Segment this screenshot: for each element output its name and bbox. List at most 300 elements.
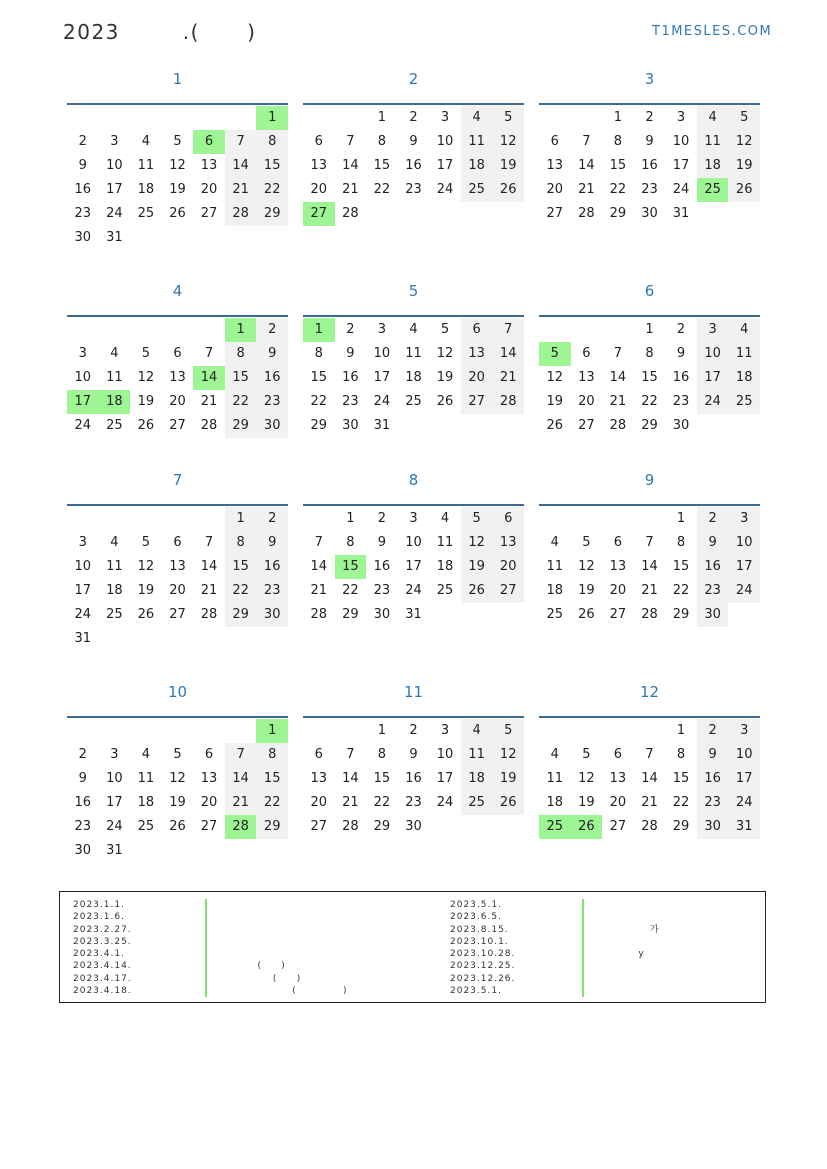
holiday-name: y <box>592 949 645 960</box>
holiday-day-cell: 6 <box>193 130 225 154</box>
day-cell: 2 <box>346 322 355 337</box>
holiday-row <box>450 960 750 972</box>
day-cell: 21 <box>641 795 658 810</box>
holiday-day-cell: 5 <box>539 342 571 366</box>
day-cell: 19 <box>546 394 564 409</box>
day-cell: 2 <box>697 507 729 531</box>
holiday-day-cell: 18 <box>99 390 131 414</box>
day-cell: 3 <box>78 346 87 361</box>
day-cell: 20 <box>609 583 627 598</box>
day-cell: 9 <box>697 531 729 555</box>
day-cell: 19 <box>436 370 454 385</box>
day-cell: 12 <box>546 370 564 385</box>
day-cell: 23 <box>74 819 92 834</box>
holiday-date: 2023.10.28. <box>450 949 516 960</box>
day-cell: 25 <box>728 390 760 414</box>
day-cell: 10 <box>697 342 729 366</box>
day-cell: 21 <box>200 583 218 598</box>
day-cell: 13 <box>461 342 493 366</box>
day-cell: 4 <box>550 535 559 550</box>
day-cell: 18 <box>405 370 422 385</box>
day-cell: 31 <box>672 206 690 221</box>
day-cell: 20 <box>169 583 186 598</box>
day-cell: 19 <box>578 795 595 810</box>
day-cell: 22 <box>672 795 690 810</box>
day-cell: 26 <box>137 418 155 433</box>
day-cell: 12 <box>461 531 493 555</box>
day-cell: 11 <box>106 370 123 385</box>
day-cell: 9 <box>78 158 87 173</box>
day-cell: 14 <box>578 158 595 173</box>
day-cell: 23 <box>405 182 422 197</box>
day-cell: 14 <box>641 559 658 574</box>
month-title: 5 <box>408 282 419 300</box>
day-cell: 1 <box>645 322 654 337</box>
day-cell: 5 <box>582 747 591 762</box>
holiday-row <box>450 985 750 997</box>
day-cell: 7 <box>225 130 257 154</box>
day-cell: 9 <box>676 346 686 361</box>
day-cell: 2 <box>78 747 87 762</box>
day-cell: 22 <box>310 394 328 409</box>
day-cell: 24 <box>697 390 729 414</box>
month-title: 12 <box>639 683 660 701</box>
day-cell: 13 <box>609 771 627 786</box>
month-title: 3 <box>644 70 655 88</box>
day-cell: 13 <box>492 531 524 555</box>
day-cell: 17 <box>728 767 760 791</box>
holiday-day-cell: 1 <box>225 318 257 342</box>
holiday-day-cell: 1 <box>256 106 288 130</box>
day-cell: 16 <box>697 555 729 579</box>
day-cell: 11 <box>546 771 564 786</box>
day-cell: 17 <box>697 366 729 390</box>
day-cell: 3 <box>377 322 387 337</box>
day-cell: 17 <box>436 771 454 786</box>
day-cell: 6 <box>173 346 182 361</box>
holiday-date: 2023.3.25. <box>73 936 132 947</box>
day-cell: 9 <box>645 134 654 149</box>
holiday-date: 2023.12.26. <box>450 973 516 984</box>
day-cell: 29 <box>225 603 257 627</box>
holiday-row <box>73 924 443 936</box>
day-cell: 3 <box>697 318 729 342</box>
day-cell: 24 <box>672 182 690 197</box>
day-cell: 30 <box>405 819 422 834</box>
day-cell: 26 <box>169 206 186 221</box>
day-cell: 10 <box>74 559 92 574</box>
day-cell: 15 <box>373 771 391 786</box>
day-cell: 25 <box>405 394 422 409</box>
day-cell: 12 <box>169 158 186 173</box>
day-cell: 4 <box>141 747 151 762</box>
day-cell: 23 <box>405 795 422 810</box>
day-cell: 5 <box>492 106 524 130</box>
day-cell: 27 <box>200 206 218 221</box>
day-cell: 2 <box>256 507 288 531</box>
day-cell: 17 <box>106 795 123 810</box>
day-cell: 21 <box>641 583 658 598</box>
day-cell: 27 <box>578 418 595 433</box>
day-cell: 14 <box>225 767 257 791</box>
day-cell: 18 <box>461 154 493 178</box>
day-cell: 28 <box>310 607 328 622</box>
day-cell: 29 <box>342 607 359 622</box>
day-cell: 9 <box>697 743 729 767</box>
day-cell: 11 <box>137 771 155 786</box>
holiday-day-cell: 28 <box>225 815 257 839</box>
day-cell: 28 <box>200 418 218 433</box>
day-cell: 14 <box>200 559 218 574</box>
day-cell: 28 <box>492 390 524 414</box>
day-cell: 13 <box>310 158 328 173</box>
day-cell: 5 <box>173 134 182 149</box>
day-cell: 23 <box>74 206 92 221</box>
day-cell: 1 <box>225 507 257 531</box>
day-cell: 16 <box>74 182 92 197</box>
day-cell: 2 <box>645 110 654 125</box>
holiday-date: 2023.5.1. <box>450 900 502 910</box>
day-cell: 15 <box>225 366 257 390</box>
day-cell: 21 <box>225 791 257 815</box>
day-cell: 20 <box>200 795 218 810</box>
day-cell: 29 <box>256 815 288 839</box>
day-cell: 28 <box>609 418 627 433</box>
day-cell: 31 <box>405 607 422 622</box>
day-cell: 26 <box>169 819 186 834</box>
day-cell: 7 <box>204 535 214 550</box>
month-header-rule <box>539 103 760 105</box>
day-cell: 29 <box>310 418 328 433</box>
day-cell: 27 <box>609 819 627 834</box>
day-cell: 9 <box>256 531 288 555</box>
day-cell: 28 <box>225 202 257 226</box>
day-cell: 11 <box>461 130 493 154</box>
day-cell: 5 <box>440 322 450 337</box>
day-cell: 13 <box>310 771 328 786</box>
day-cell: 9 <box>377 535 387 550</box>
day-cell: 25 <box>106 418 123 433</box>
day-cell: 22 <box>256 791 288 815</box>
day-cell: 31 <box>74 631 92 646</box>
day-cell: 3 <box>110 747 119 762</box>
day-cell: 21 <box>492 366 524 390</box>
holiday-day-cell: 25 <box>539 815 571 839</box>
day-cell: 9 <box>346 346 355 361</box>
holiday-row <box>450 924 750 936</box>
day-cell: 24 <box>106 206 123 221</box>
day-cell: 12 <box>169 771 186 786</box>
day-cell: 14 <box>225 154 257 178</box>
holiday-row <box>73 960 443 972</box>
month-title: 1 <box>172 70 183 88</box>
day-cell: 23 <box>697 579 729 603</box>
day-cell: 7 <box>645 747 654 762</box>
day-cell: 15 <box>225 555 257 579</box>
day-cell: 7 <box>346 747 355 762</box>
day-cell: 17 <box>373 370 391 385</box>
day-cell: 19 <box>137 394 155 409</box>
day-cell: 31 <box>373 418 391 433</box>
day-cell: 1 <box>377 723 387 738</box>
day-cell: 24 <box>436 182 454 197</box>
day-cell: 15 <box>609 158 627 173</box>
day-cell: 8 <box>676 747 686 762</box>
day-cell: 7 <box>582 134 591 149</box>
day-cell: 22 <box>373 182 391 197</box>
month-title: 10 <box>167 683 188 701</box>
day-cell: 20 <box>578 394 595 409</box>
day-cell: 9 <box>409 134 418 149</box>
site-brand-logo[interactable]: T1MESLES.COM <box>652 24 773 39</box>
day-cell: 8 <box>346 535 355 550</box>
day-cell: 22 <box>225 579 257 603</box>
day-cell: 14 <box>641 771 658 786</box>
month-header-rule <box>539 315 760 317</box>
day-cell: 17 <box>728 555 760 579</box>
day-cell: 21 <box>578 182 595 197</box>
day-cell: 8 <box>314 346 323 361</box>
day-cell: 24 <box>436 795 454 810</box>
day-cell: 30 <box>342 418 359 433</box>
day-cell: 30 <box>74 843 92 858</box>
day-cell: 17 <box>405 559 422 574</box>
day-cell: 11 <box>461 743 493 767</box>
day-cell: 22 <box>256 178 288 202</box>
holiday-row <box>73 911 443 923</box>
day-cell: 25 <box>436 583 454 598</box>
day-cell: 24 <box>74 418 92 433</box>
holiday-date: 2023.4.14. <box>73 961 132 972</box>
day-cell: 26 <box>492 791 524 815</box>
day-cell: 22 <box>609 182 627 197</box>
holiday-row <box>73 973 443 985</box>
day-cell: 27 <box>169 607 186 622</box>
day-cell: 21 <box>310 583 328 598</box>
day-cell: 6 <box>492 507 524 531</box>
holiday-date: 2023.4.17. <box>73 973 132 984</box>
day-cell: 18 <box>106 583 123 598</box>
day-cell: 13 <box>169 559 186 574</box>
month-title: 9 <box>644 471 655 489</box>
day-cell: 5 <box>582 535 591 550</box>
day-cell: 12 <box>436 346 454 361</box>
day-cell: 22 <box>225 390 257 414</box>
day-cell: 25 <box>461 178 493 202</box>
holiday-row <box>73 936 443 948</box>
day-cell: 25 <box>546 607 564 622</box>
day-cell: 5 <box>141 346 151 361</box>
day-cell: 8 <box>377 134 387 149</box>
holiday-date: 2023.4.18. <box>73 986 132 997</box>
day-cell: 12 <box>578 771 595 786</box>
holiday-day-cell: 17 <box>67 390 99 414</box>
day-cell: 5 <box>728 106 760 130</box>
day-cell: 1 <box>613 110 623 125</box>
day-cell: 8 <box>225 531 257 555</box>
day-cell: 30 <box>672 418 690 433</box>
month-header-rule <box>539 716 760 718</box>
day-cell: 27 <box>310 819 328 834</box>
day-cell: 18 <box>697 154 729 178</box>
holiday-name: 가 <box>592 924 660 935</box>
day-cell: 10 <box>436 747 454 762</box>
day-cell: 8 <box>613 134 623 149</box>
day-cell: 11 <box>137 158 155 173</box>
day-cell: 4 <box>550 747 559 762</box>
day-cell: 13 <box>546 158 564 173</box>
day-cell: 6 <box>550 134 559 149</box>
day-cell: 8 <box>256 130 288 154</box>
day-cell: 2 <box>697 719 729 743</box>
day-cell: 24 <box>728 579 760 603</box>
day-cell: 26 <box>461 579 493 603</box>
day-cell: 6 <box>314 747 323 762</box>
day-cell: 24 <box>74 607 92 622</box>
day-cell: 18 <box>436 559 454 574</box>
day-cell: 3 <box>409 511 418 526</box>
day-cell: 27 <box>200 819 218 834</box>
day-cell: 23 <box>373 583 391 598</box>
day-cell: 6 <box>173 535 182 550</box>
day-cell: 30 <box>697 603 729 627</box>
day-cell: 4 <box>461 106 493 130</box>
day-cell: 18 <box>137 182 155 197</box>
holiday-date: 2023.1.1. <box>73 900 125 910</box>
day-cell: 25 <box>461 791 493 815</box>
holiday-day-cell: 1 <box>256 719 288 743</box>
day-cell: 10 <box>672 134 690 149</box>
day-cell: 17 <box>436 158 454 173</box>
day-cell: 21 <box>200 394 218 409</box>
day-cell: 15 <box>672 559 690 574</box>
month-title: 4 <box>172 282 183 300</box>
day-cell: 29 <box>609 206 627 221</box>
day-cell: 21 <box>342 795 359 810</box>
day-cell: 27 <box>546 206 564 221</box>
day-cell: 27 <box>169 418 186 433</box>
month-title: 11 <box>403 683 424 701</box>
day-cell: 1 <box>676 723 686 738</box>
day-cell: 20 <box>461 366 493 390</box>
day-cell: 10 <box>106 158 123 173</box>
day-cell: 26 <box>546 418 564 433</box>
month-title: 2 <box>408 70 419 88</box>
day-cell: 23 <box>697 791 729 815</box>
day-cell: 7 <box>314 535 323 550</box>
day-cell: 11 <box>546 559 564 574</box>
day-cell: 11 <box>106 559 123 574</box>
day-cell: 16 <box>405 771 422 786</box>
day-cell: 12 <box>492 743 524 767</box>
day-cell: 29 <box>672 607 690 622</box>
day-cell: 15 <box>256 154 288 178</box>
holiday-day-cell: 1 <box>303 318 335 342</box>
day-cell: 11 <box>728 342 760 366</box>
day-cell: 9 <box>409 747 418 762</box>
day-cell: 31 <box>106 843 123 858</box>
day-cell: 26 <box>137 607 155 622</box>
day-cell: 24 <box>373 394 391 409</box>
day-cell: 30 <box>697 815 729 839</box>
holiday-row <box>73 899 443 911</box>
day-cell: 4 <box>110 535 119 550</box>
day-cell: 1 <box>676 511 686 526</box>
holiday-date: 2023.5.1. <box>450 986 502 997</box>
day-cell: 12 <box>728 130 760 154</box>
holiday-row <box>450 899 750 911</box>
holiday-date: 2023.6.5. <box>450 912 502 923</box>
day-cell: 9 <box>256 342 288 366</box>
holiday-name: ( ) <box>215 973 302 984</box>
day-cell: 25 <box>106 607 123 622</box>
day-cell: 20 <box>492 555 524 579</box>
day-cell: 27 <box>609 607 627 622</box>
holiday-row <box>73 948 443 960</box>
day-cell: 15 <box>373 158 391 173</box>
day-cell: 10 <box>74 370 92 385</box>
day-cell: 17 <box>672 158 690 173</box>
day-cell: 22 <box>672 583 690 598</box>
day-cell: 23 <box>641 182 658 197</box>
day-cell: 13 <box>200 158 218 173</box>
month-header-rule <box>67 315 288 317</box>
day-cell: 3 <box>440 110 450 125</box>
day-cell: 25 <box>137 819 155 834</box>
day-cell: 24 <box>728 791 760 815</box>
month-header-rule <box>303 315 524 317</box>
day-cell: 4 <box>461 719 493 743</box>
holiday-row <box>450 936 750 948</box>
holiday-date: 2023.4.1. <box>73 949 125 960</box>
day-cell: 19 <box>578 583 595 598</box>
holiday-date: 2023.1.6. <box>73 912 125 923</box>
day-cell: 15 <box>672 771 690 786</box>
day-cell: 30 <box>373 607 391 622</box>
day-cell: 30 <box>256 414 288 438</box>
day-cell: 28 <box>342 206 359 221</box>
month-header-rule <box>303 504 524 506</box>
day-cell: 29 <box>256 202 288 226</box>
holiday-day-cell: 27 <box>303 202 335 226</box>
day-cell: 7 <box>613 346 623 361</box>
day-cell: 3 <box>676 110 686 125</box>
day-cell: 2 <box>256 318 288 342</box>
day-cell: 8 <box>225 342 257 366</box>
day-cell: 13 <box>169 370 186 385</box>
day-cell: 15 <box>310 370 328 385</box>
day-cell: 8 <box>645 346 654 361</box>
day-cell: 14 <box>310 559 328 574</box>
day-cell: 5 <box>492 719 524 743</box>
holiday-list-left <box>73 899 443 997</box>
day-cell: 19 <box>728 154 760 178</box>
day-cell: 5 <box>461 507 493 531</box>
day-cell: 19 <box>169 795 186 810</box>
day-cell: 28 <box>342 819 359 834</box>
month-header-rule <box>67 103 288 105</box>
day-cell: 2 <box>78 134 87 149</box>
holiday-row <box>450 948 750 960</box>
day-cell: 14 <box>342 771 359 786</box>
month-header-rule <box>539 504 760 506</box>
day-cell: 6 <box>582 346 591 361</box>
day-cell: 29 <box>373 819 391 834</box>
day-cell: 7 <box>645 535 654 550</box>
day-cell: 20 <box>609 795 627 810</box>
day-cell: 18 <box>461 767 493 791</box>
day-cell: 4 <box>728 318 760 342</box>
